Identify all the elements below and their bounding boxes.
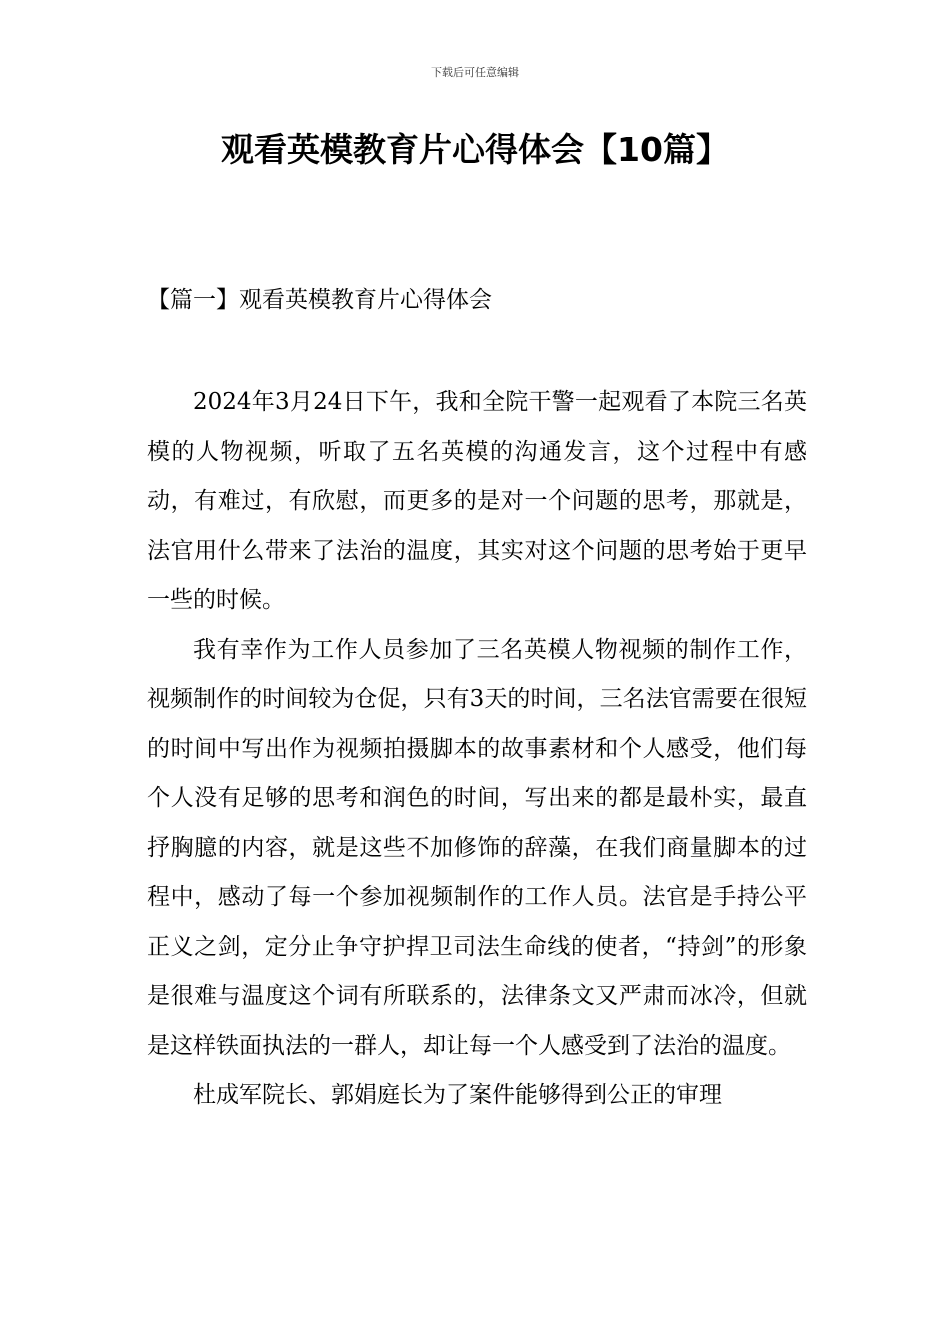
paragraph: 我有幸作为工作人员参加了三名英模人物视频的制作工作，视频制作的时间较为仓促，只有3天的时间，三名法官需要在很短的时间中写出作为视频拍摄脚本的故事素材和个人感受，他们每个人没有足够的思考和润色的时间，写出来的都是最朴实，最直抒胸臆的内容，就是这些不加修饰的辞藻，在我们商量脚本的过程中，感动了每一个参加视频制作的工作人员。法官是手持公平正义之剑，定分止争守护捍卫司法生命线的使者，“持剑”的形象是很难与温度这个词有所联系的，法律条文又严肃而冰冷，但就是这样铁面执法的一群人，却让每一个人感受到了法治的温度。: [147, 636, 807, 1059]
section-heading: 【篇一】观看英模教育片心得体会: [147, 287, 492, 313]
document-title: 观看英模教育片心得体会【10篇】: [221, 130, 729, 169]
header-note: 下载后可任意编辑: [431, 66, 519, 79]
document-body: [147, 378, 807, 1121]
paragraph: 杜成军院长、郭娟庭长为了案件能够得到公正的审理: [193, 1082, 722, 1108]
paragraph: 2024年3月24日下午，我和全院干警一起观看了本院三名英模的人物视频，听取了五名英模的沟通发言，这个过程中有感动，有难过，有欣慰，而更多的是对一个问题的思考，那就是，法官用什么带来了法治的温度，其实对这个问题的思考始于更早一些的时候。: [147, 389, 807, 613]
